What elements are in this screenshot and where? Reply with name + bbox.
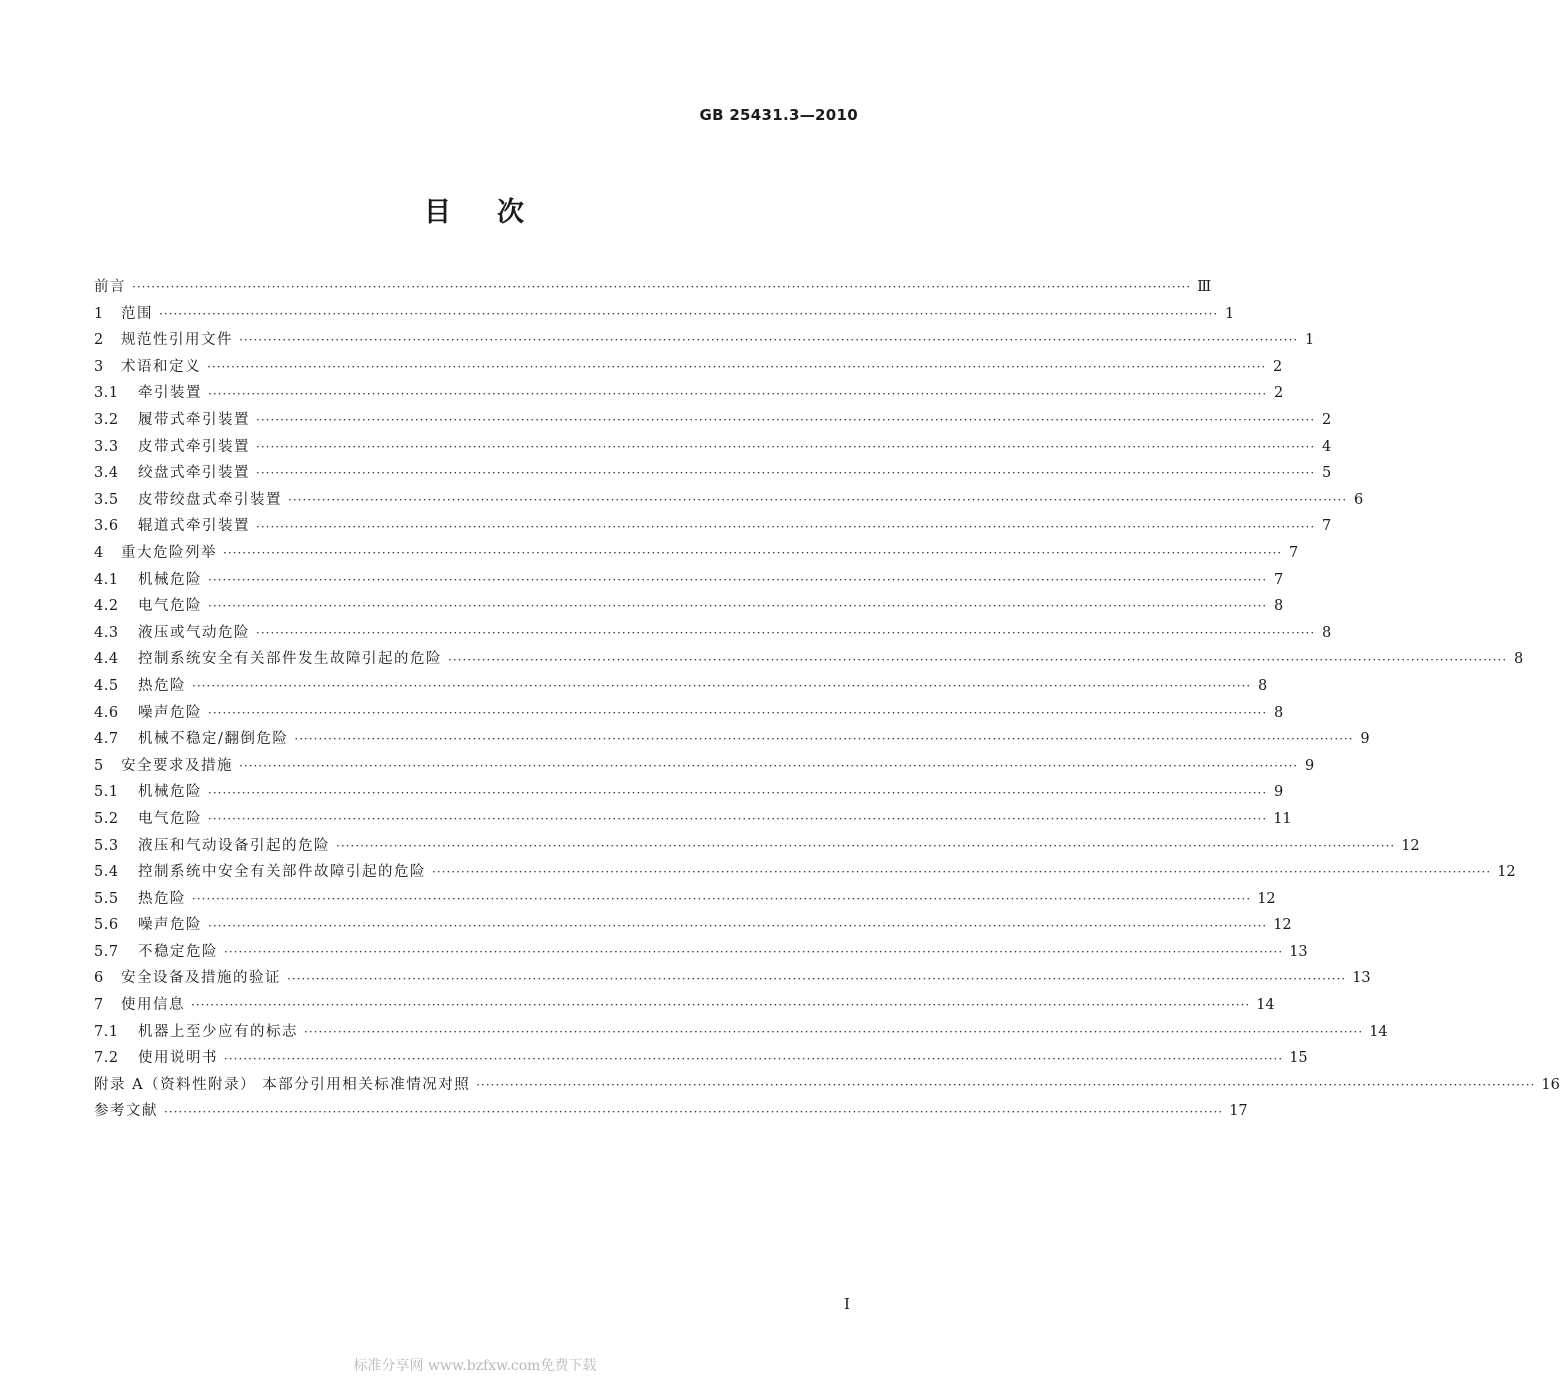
toc-leader-dots: ···························································································································································································································· bbox=[208, 599, 1268, 614]
toc-entry-label: 安全要求及措施 bbox=[121, 757, 233, 774]
toc-leader-dots: ···························································································································································································································· bbox=[288, 493, 1348, 508]
standard-code: GB 25431.3—2010 bbox=[699, 106, 858, 124]
toc-entry-number: 3.2 bbox=[94, 412, 119, 429]
toc-entry-page: 9 bbox=[1360, 731, 1370, 748]
toc-entry[interactable] bbox=[94, 700, 1284, 727]
watermark: 标准分享网 www.bzfxw.com免费下载 bbox=[353, 1358, 597, 1374]
toc-entry-page: 15 bbox=[1289, 1050, 1308, 1067]
toc-entry-label: 热危险 bbox=[138, 890, 186, 907]
toc-entry-label: 附录 A（资料性附录） 本部分引用相关标准情况对照 bbox=[94, 1076, 471, 1093]
toc-entry-label: 使用说明书 bbox=[138, 1050, 218, 1067]
toc-entry[interactable] bbox=[94, 460, 1332, 487]
toc-entry-page: 8 bbox=[1273, 598, 1284, 615]
toc-entry-page: 7 bbox=[1288, 544, 1299, 561]
toc-entry-page: 2 bbox=[1272, 358, 1283, 375]
toc-entry-label: 噪声危险 bbox=[138, 704, 202, 721]
toc-entry[interactable] bbox=[94, 832, 1420, 859]
toc-entry-label: 热危险 bbox=[138, 677, 186, 694]
toc-entry-number: 5 bbox=[94, 757, 104, 774]
toc-entry[interactable] bbox=[94, 1072, 1560, 1099]
toc-entry[interactable] bbox=[94, 726, 1370, 753]
toc-entry-number: 5.5 bbox=[94, 890, 119, 907]
toc-entry-label: 辊道式牵引装置 bbox=[138, 518, 250, 535]
toc-entry-number: 3.1 bbox=[94, 385, 119, 402]
toc-entry[interactable] bbox=[94, 301, 1235, 328]
toc-entry-label: 电气危险 bbox=[138, 598, 202, 615]
toc-leader-dots: ···························································································································································································································· bbox=[208, 918, 1268, 933]
toc-entry-label: 绞盘式牵引装置 bbox=[138, 465, 250, 482]
toc-entry-number: 6 bbox=[94, 970, 104, 987]
toc-entry-number: 5.6 bbox=[94, 917, 119, 934]
toc-entry[interactable] bbox=[94, 327, 1315, 354]
toc-entry-page: 11 bbox=[1273, 810, 1292, 827]
toc-entry-label: 机械危险 bbox=[138, 784, 202, 801]
toc-entry-page: 13 bbox=[1352, 970, 1371, 987]
toc-entry-label: 机器上至少应有的标志 bbox=[138, 1023, 298, 1040]
toc-entry-number: 1 bbox=[94, 305, 104, 322]
toc-entry-page: 14 bbox=[1369, 1023, 1388, 1040]
toc-entry[interactable] bbox=[94, 1019, 1388, 1046]
toc-entry-number: 3 bbox=[94, 358, 104, 375]
toc-entry[interactable] bbox=[94, 1045, 1308, 1072]
toc-leader-dots: ···························································································································································································································· bbox=[224, 1051, 1284, 1066]
toc-entry[interactable] bbox=[94, 434, 1332, 461]
toc-entry-label: 使用信息 bbox=[121, 997, 185, 1014]
toc-entry-label: 液压或气动危险 bbox=[138, 624, 250, 641]
toc-entry-number: 7.1 bbox=[94, 1023, 119, 1040]
toc-leader-dots: ···························································································································································································································· bbox=[256, 626, 1316, 641]
toc-leader-dots: ···························································································································································································································· bbox=[256, 466, 1316, 481]
toc-entry-number: 5.1 bbox=[94, 784, 119, 801]
toc-entry-label: 前言 bbox=[94, 279, 126, 296]
toc-entry-number: 4.6 bbox=[94, 704, 119, 721]
toc-entry-label: 重大危险列举 bbox=[121, 544, 217, 561]
toc-entry-page: 12 bbox=[1257, 890, 1276, 907]
toc-entry[interactable] bbox=[94, 886, 1276, 913]
toc-leader-dots: ···························································································································································································································· bbox=[448, 652, 1508, 667]
toc-entry-number: 4.3 bbox=[94, 624, 119, 641]
toc-entry[interactable] bbox=[94, 992, 1275, 1019]
toc-leader-dots: ···························································································································································································································· bbox=[294, 732, 1354, 747]
toc-entry-page: 5 bbox=[1321, 465, 1332, 482]
toc-leader-dots: ···························································································································································································································· bbox=[287, 971, 1347, 986]
toc-entry-page: 4 bbox=[1321, 438, 1332, 455]
title-char-1: 目 bbox=[424, 197, 453, 228]
toc-entry-page: 8 bbox=[1513, 651, 1524, 668]
toc-entry-page: 6 bbox=[1353, 491, 1364, 508]
toc-entry-label: 规范性引用文件 bbox=[121, 332, 233, 349]
toc-entry-number: 3.6 bbox=[94, 518, 119, 535]
toc-leader-dots: ···························································································································································································································· bbox=[192, 679, 1252, 694]
toc-entry-label: 控制系统安全有关部件发生故障引起的危险 bbox=[138, 651, 442, 668]
toc-leader-dots: ···························································································································································································································· bbox=[476, 1078, 1536, 1093]
toc-entry-label: 不稳定危险 bbox=[138, 943, 218, 960]
toc-entry-page: 2 bbox=[1321, 412, 1332, 429]
toc-entry[interactable] bbox=[94, 593, 1284, 620]
toc-entry-page: 8 bbox=[1321, 624, 1332, 641]
toc-entry-page: 17 bbox=[1229, 1103, 1248, 1120]
table-of-contents bbox=[94, 274, 1560, 1125]
toc-leader-dots: ···························································································································································································································· bbox=[208, 785, 1268, 800]
toc-entry-number: 5.2 bbox=[94, 810, 119, 827]
toc-entry[interactable] bbox=[94, 806, 1292, 833]
toc-entry-page: 2 bbox=[1273, 385, 1284, 402]
toc-entry-page: 8 bbox=[1273, 704, 1284, 721]
toc-leader-dots: ···························································································································································································································· bbox=[159, 306, 1219, 321]
toc-entry[interactable] bbox=[94, 380, 1284, 407]
toc-entry-label: 范围 bbox=[121, 305, 153, 322]
toc-entry-page: 7 bbox=[1273, 571, 1284, 588]
toc-leader-dots: ···························································································································································································································· bbox=[224, 945, 1284, 960]
toc-entry-number: 3.3 bbox=[94, 438, 119, 455]
toc-leader-dots: ···························································································································································································································· bbox=[207, 360, 1267, 375]
toc-entry-label: 机械不稳定/翻倒危险 bbox=[138, 731, 289, 748]
toc-entry-label: 术语和定义 bbox=[121, 358, 201, 375]
toc-leader-dots: ···························································································································································································································· bbox=[336, 838, 1396, 853]
toc-entry[interactable] bbox=[94, 540, 1299, 567]
toc-leader-dots: ···························································································································································································································· bbox=[208, 572, 1268, 587]
toc-leader-dots: ···························································································································································································································· bbox=[208, 386, 1268, 401]
page-title bbox=[0, 190, 950, 229]
toc-entry-page: 12 bbox=[1401, 837, 1420, 854]
toc-entry-label: 液压和气动设备引起的危险 bbox=[138, 837, 330, 854]
toc-entry-page: 13 bbox=[1289, 943, 1308, 960]
toc-entry[interactable] bbox=[94, 912, 1292, 939]
toc-entry[interactable] bbox=[94, 407, 1332, 434]
toc-entry[interactable] bbox=[94, 859, 1516, 886]
toc-entry-number: 4.4 bbox=[94, 651, 119, 668]
page-number: I bbox=[844, 1295, 850, 1313]
toc-entry[interactable] bbox=[94, 1098, 1248, 1125]
toc-entry-number: 7 bbox=[94, 997, 104, 1014]
toc-entry[interactable] bbox=[94, 646, 1524, 673]
toc-entry-number: 5.7 bbox=[94, 943, 119, 960]
toc-entry[interactable] bbox=[94, 620, 1332, 647]
toc-leader-dots: ···························································································································································································································· bbox=[208, 705, 1268, 720]
toc-leader-dots: ···························································································································································································································· bbox=[192, 891, 1252, 906]
toc-leader-dots: ···························································································································································································································· bbox=[223, 546, 1283, 561]
toc-entry[interactable] bbox=[94, 965, 1371, 992]
toc-leader-dots: ···························································································································································································································· bbox=[239, 758, 1299, 773]
toc-entry-number: 2 bbox=[94, 332, 104, 349]
toc-entry[interactable] bbox=[94, 779, 1284, 806]
toc-leader-dots: ···························································································································································································································· bbox=[256, 519, 1316, 534]
toc-entry-page: 12 bbox=[1273, 917, 1292, 934]
toc-leader-dots: ···························································································································································································································· bbox=[256, 439, 1316, 454]
toc-entry-label: 参考文献 bbox=[94, 1103, 158, 1120]
toc-entry-number: 5.3 bbox=[94, 837, 119, 854]
toc-leader-dots: ···························································································································································································································· bbox=[239, 333, 1299, 348]
toc-leader-dots: ···························································································································································································································· bbox=[256, 413, 1316, 428]
toc-entry[interactable] bbox=[94, 354, 1283, 381]
toc-entry-page: 14 bbox=[1256, 997, 1275, 1014]
toc-entry-page: 9 bbox=[1304, 757, 1315, 774]
toc-entry-label: 安全设备及措施的验证 bbox=[121, 970, 281, 987]
toc-leader-dots: ···························································································································································································································· bbox=[191, 998, 1251, 1013]
toc-entry-page: 1 bbox=[1224, 305, 1235, 322]
toc-entry-number: 5.4 bbox=[94, 864, 119, 881]
toc-entry[interactable] bbox=[94, 513, 1332, 540]
toc-entry[interactable] bbox=[94, 274, 1212, 301]
toc-entry-label: 机械危险 bbox=[138, 571, 202, 588]
toc-entry-number: 3.5 bbox=[94, 491, 119, 508]
toc-entry-label: 噪声危险 bbox=[138, 917, 202, 934]
toc-entry-label: 牵引装置 bbox=[138, 385, 202, 402]
toc-entry-number: 4.5 bbox=[94, 677, 119, 694]
toc-entry-page: Ⅲ bbox=[1197, 279, 1212, 296]
toc-leader-dots: ···························································································································································································································· bbox=[208, 812, 1268, 827]
toc-entry-page: 16 bbox=[1541, 1076, 1560, 1093]
toc-entry-number: 4.2 bbox=[94, 598, 119, 615]
toc-entry-label: 皮带绞盘式牵引装置 bbox=[138, 491, 282, 508]
toc-entry[interactable] bbox=[94, 939, 1308, 966]
toc-leader-dots: ···························································································································································································································· bbox=[132, 280, 1192, 295]
toc-entry-number: 3.4 bbox=[94, 465, 119, 482]
toc-entry-page: 8 bbox=[1257, 677, 1268, 694]
title-char-2: 次 bbox=[497, 197, 526, 228]
toc-entry-number: 7.2 bbox=[94, 1050, 119, 1067]
toc-entry-number: 4 bbox=[94, 544, 104, 561]
toc-leader-dots: ···························································································································································································································· bbox=[304, 1024, 1364, 1039]
toc-entry-page: 1 bbox=[1304, 332, 1315, 349]
toc-entry-label: 履带式牵引装置 bbox=[138, 412, 250, 429]
toc-entry[interactable] bbox=[94, 487, 1364, 514]
toc-entry-number: 4.1 bbox=[94, 571, 119, 588]
toc-entry-label: 电气危险 bbox=[138, 810, 202, 827]
toc-leader-dots: ···························································································································································································································· bbox=[432, 865, 1492, 880]
toc-entry-page: 9 bbox=[1273, 784, 1284, 801]
toc-entry-number: 4.7 bbox=[94, 731, 119, 748]
toc-entry[interactable] bbox=[94, 753, 1315, 780]
toc-entry-page: 12 bbox=[1497, 864, 1516, 881]
toc-entry-page: 7 bbox=[1321, 518, 1332, 535]
toc-entry-label: 控制系统中安全有关部件故障引起的危险 bbox=[138, 864, 426, 881]
toc-entry-label: 皮带式牵引装置 bbox=[138, 438, 250, 455]
toc-entry[interactable] bbox=[94, 673, 1268, 700]
toc-leader-dots: ···························································································································································································································· bbox=[164, 1104, 1224, 1119]
toc-entry[interactable] bbox=[94, 567, 1284, 594]
